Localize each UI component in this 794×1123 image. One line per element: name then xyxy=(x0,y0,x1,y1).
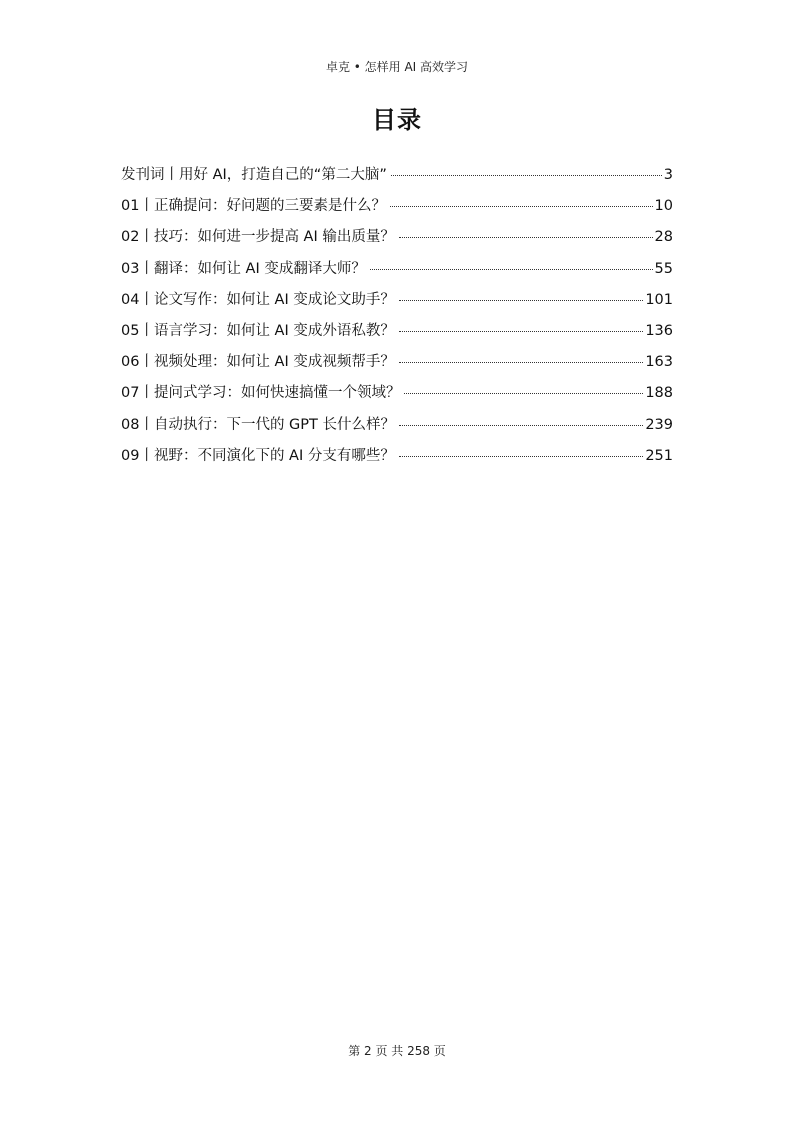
toc-entry-title: 发刊词丨用好 AI，打造自己的“第二大脑” xyxy=(121,167,387,183)
toc-dot-leader xyxy=(404,393,643,394)
toc-entry-title: 08丨自动执行：下一代的 GPT 长什么样？ xyxy=(121,416,396,433)
toc-page-number: 3 xyxy=(663,167,673,183)
toc-page-number: 28 xyxy=(654,229,673,246)
toc-entry[interactable] xyxy=(121,413,673,444)
running-header: 卓克 • 怎样用 AI 高效学习 xyxy=(325,60,469,74)
toc-page-number: 55 xyxy=(654,260,673,277)
toc-dot-leader xyxy=(390,206,653,207)
toc-dot-leader xyxy=(370,269,653,270)
toc-entry[interactable] xyxy=(121,194,673,225)
table-of-contents xyxy=(121,163,673,475)
toc-page-number: 136 xyxy=(645,322,673,339)
toc-entry[interactable] xyxy=(121,225,673,256)
toc-dot-leader xyxy=(399,300,643,301)
toc-entry-title: 05丨语言学习：如何让 AI 变成外语私教？ xyxy=(121,322,395,339)
toc-entry[interactable] xyxy=(121,288,673,319)
toc-dot-leader xyxy=(391,175,662,176)
toc-dot-leader xyxy=(399,456,643,457)
toc-dot-leader xyxy=(399,362,643,363)
toc-entry-title: 02丨技巧：如何进一步提高 AI 输出质量？ xyxy=(121,229,395,246)
toc-page-number: 188 xyxy=(645,385,673,402)
toc-entry[interactable] xyxy=(121,163,673,194)
page-title: 目录 xyxy=(372,106,422,134)
toc-entry[interactable] xyxy=(121,257,673,288)
toc-dot-leader xyxy=(399,425,643,426)
toc-entry-title: 09丨视野：不同演化下的 AI 分支有哪些？ xyxy=(121,447,395,464)
toc-dot-leader xyxy=(399,331,643,332)
toc-entry[interactable] xyxy=(121,444,673,475)
toc-page-number: 163 xyxy=(645,354,673,371)
toc-entry[interactable] xyxy=(121,350,673,381)
toc-entry-title: 07丨提问式学习：如何快速搞懂一个领域？ xyxy=(121,385,401,402)
toc-entry-title: 03丨翻译：如何让 AI 变成翻译大师？ xyxy=(121,260,366,277)
toc-entry[interactable] xyxy=(121,319,673,350)
toc-page-number: 10 xyxy=(654,198,673,215)
toc-entry-title: 04丨论文写作：如何让 AI 变成论文助手？ xyxy=(121,291,395,308)
toc-dot-leader xyxy=(399,237,653,238)
toc-page-number: 239 xyxy=(645,416,673,433)
toc-entry-title: 01丨正确提问：好问题的三要素是什么？ xyxy=(121,198,386,215)
toc-entry[interactable] xyxy=(121,381,673,412)
toc-page-number: 251 xyxy=(645,447,673,464)
toc-entry-title: 06丨视频处理：如何让 AI 变成视频帮手？ xyxy=(121,354,395,371)
toc-page-number: 101 xyxy=(645,291,673,308)
page-footer: 第 2 页 共 258 页 xyxy=(348,1044,446,1058)
